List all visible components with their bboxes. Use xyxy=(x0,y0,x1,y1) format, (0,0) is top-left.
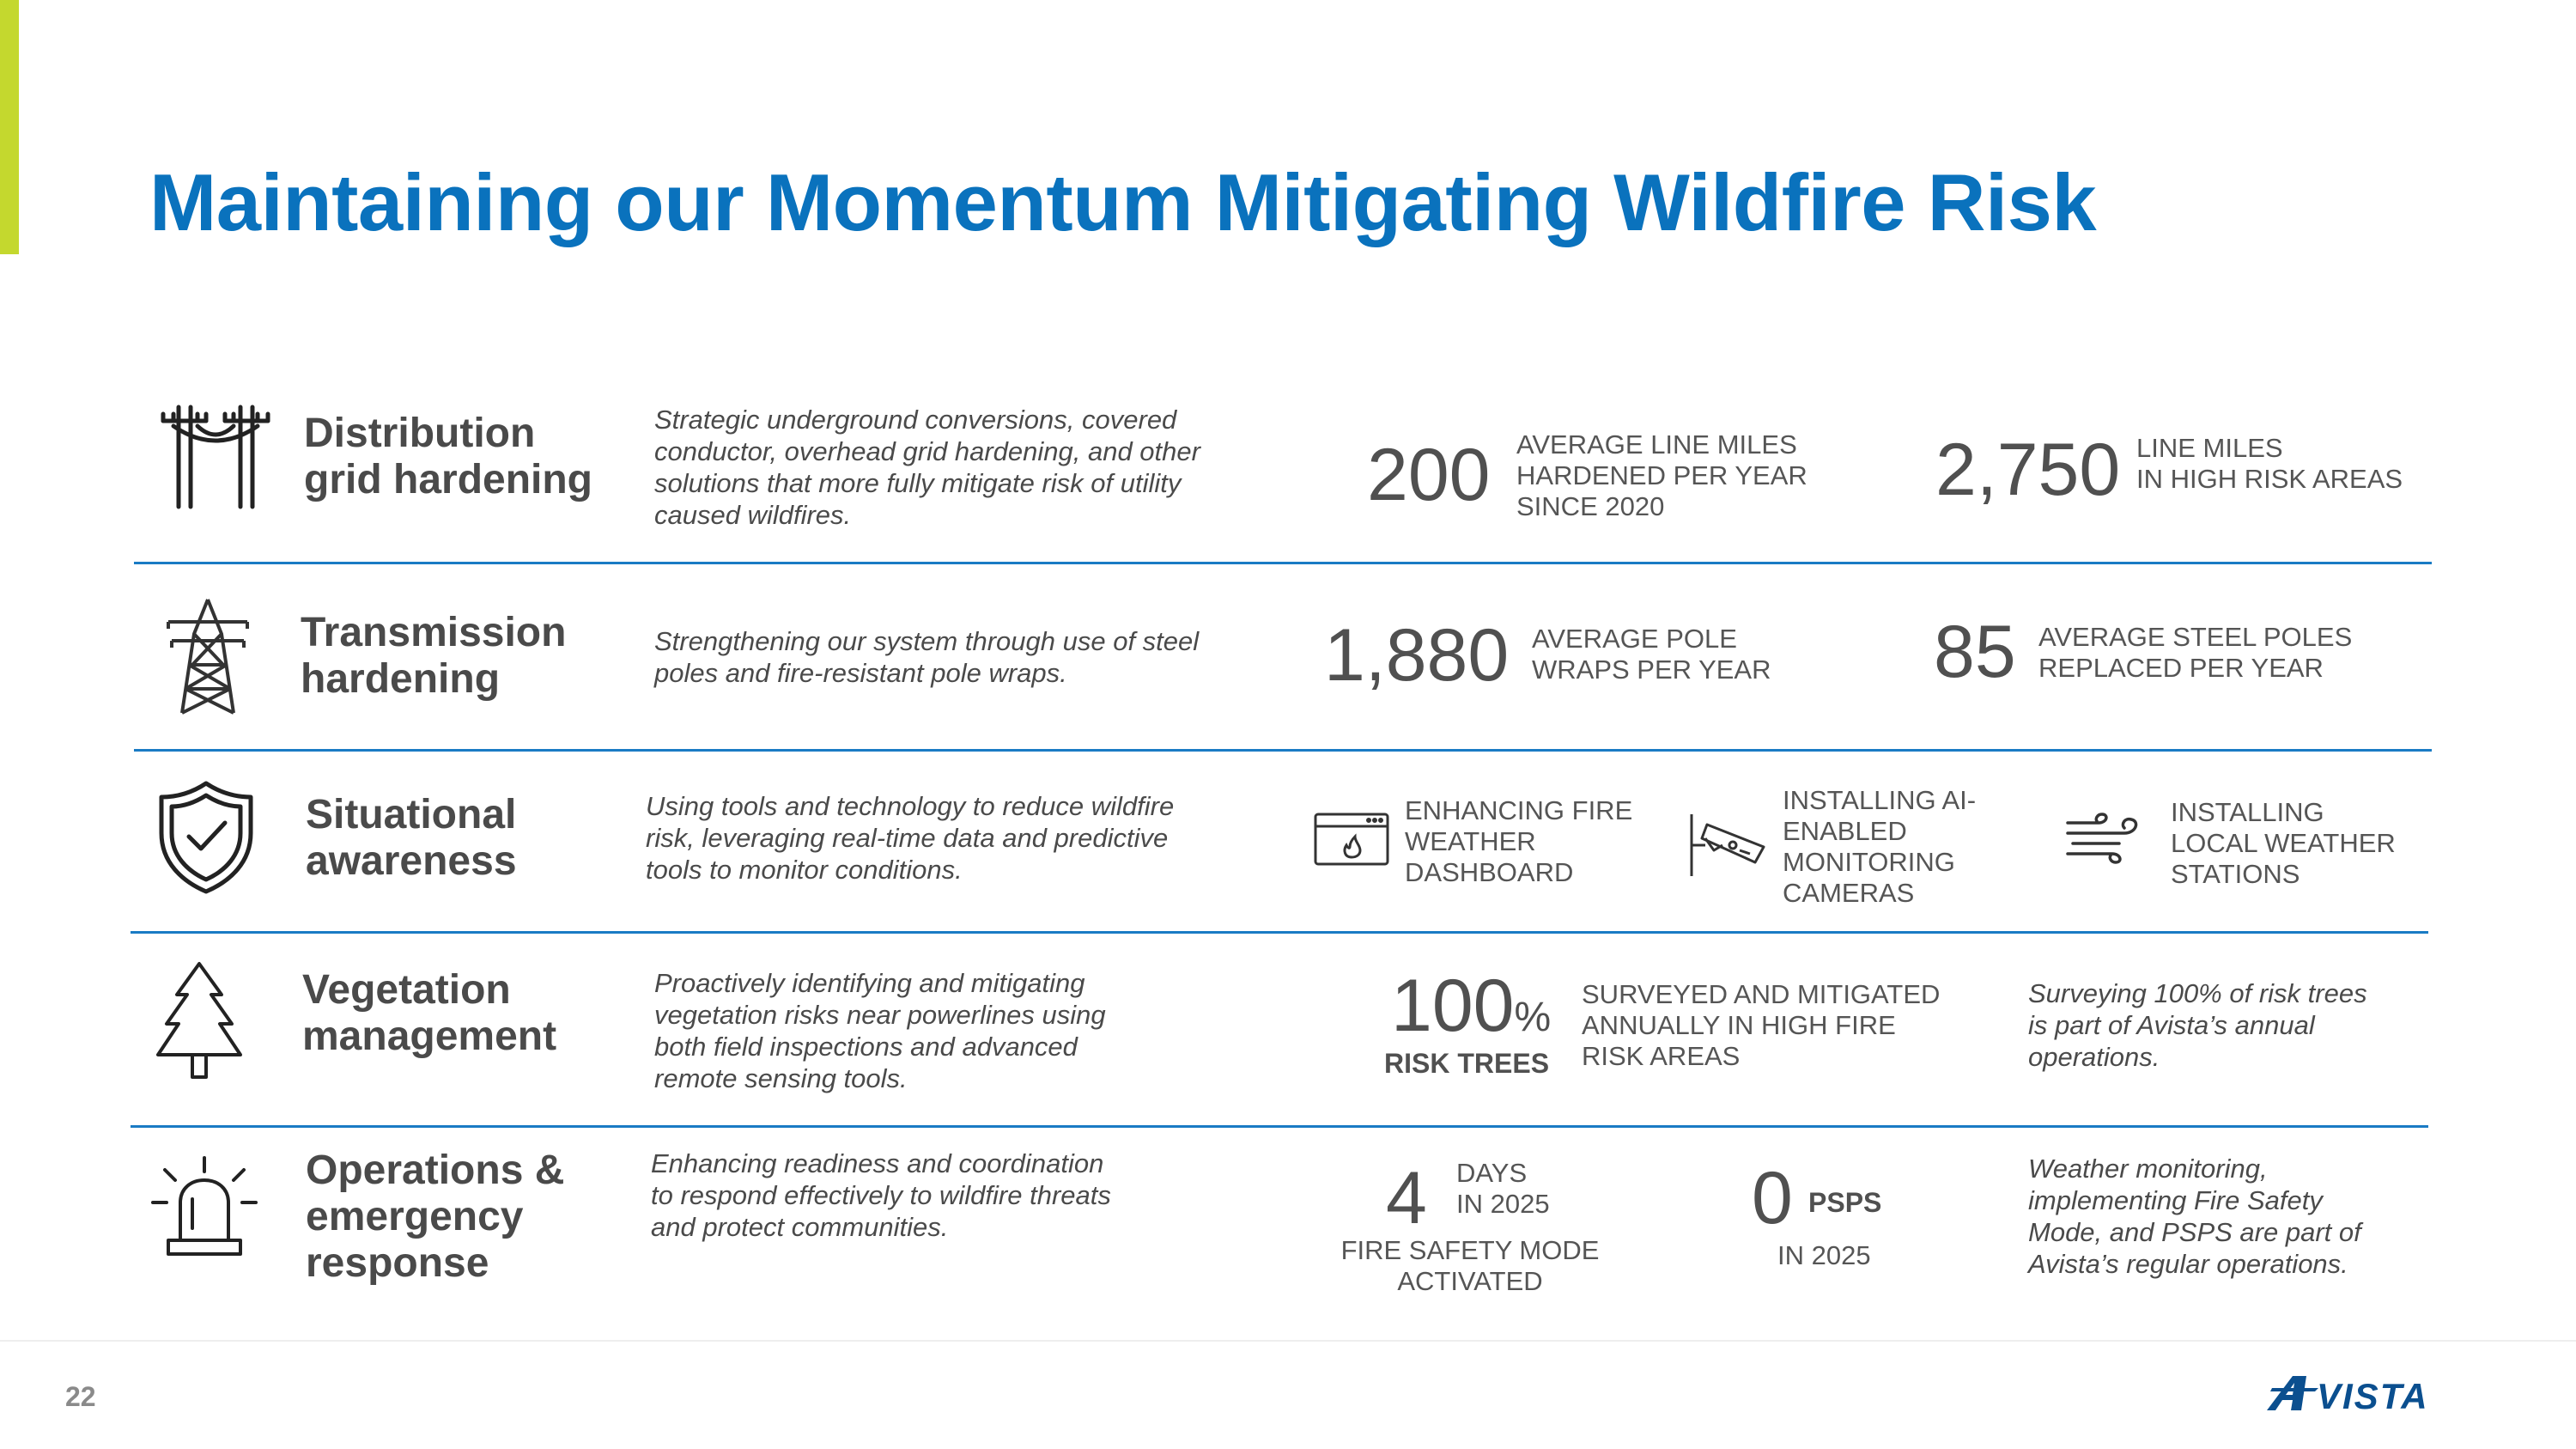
description-line: solutions that more fully mitigate risk of utility xyxy=(654,468,1182,498)
category-line: Distribution xyxy=(304,411,536,456)
security-camera-icon xyxy=(1688,813,1767,878)
description-vegetation xyxy=(654,967,1106,1094)
feature-label xyxy=(1783,785,1976,909)
stat-value: 1,880 xyxy=(1324,614,1510,697)
utility-pole-icon xyxy=(160,395,271,510)
description-operations xyxy=(651,1148,1111,1243)
row-separator xyxy=(134,749,2432,752)
category-line: hardening xyxy=(301,656,501,702)
transmission-tower-icon xyxy=(163,596,252,716)
note-operations xyxy=(2028,1153,2361,1280)
feature-label-line: ENHANCING FIRE xyxy=(1405,795,1633,825)
description-line: Strategic underground conversions, covered xyxy=(654,405,1177,435)
stat-value: 85 xyxy=(1934,611,2016,693)
note-line: operations. xyxy=(2028,1042,2160,1072)
category-line: response xyxy=(306,1240,489,1286)
note-line: is part of Avista’s annual xyxy=(2028,1010,2315,1040)
stat-label xyxy=(1532,624,1771,685)
svg-text:VISTA: VISTA xyxy=(2317,1376,2429,1412)
category-line: Situational xyxy=(306,792,517,837)
category-situational xyxy=(306,792,517,885)
stat-label: PSPS xyxy=(1808,1187,1882,1218)
category-line: emergency xyxy=(306,1194,524,1239)
stat-label-line: SINCE 2020 xyxy=(1516,491,1665,521)
stat-label-line: AVERAGE POLE xyxy=(1532,624,1737,654)
stat-label-line: LINE MILES xyxy=(2136,433,2283,463)
note-line: Weather monitoring, xyxy=(2028,1154,2268,1184)
wind-icon xyxy=(2064,813,2143,864)
stat-label-line: AVERAGE STEEL POLES xyxy=(2038,622,2353,652)
stat-label xyxy=(2136,433,2403,495)
feature-label xyxy=(1405,795,1632,888)
feature-label-line: LOCAL WEATHER xyxy=(2171,828,2396,858)
stat-label-line: WRAPS PER YEAR xyxy=(1532,654,1771,685)
avista-logo xyxy=(2267,1374,2473,1422)
stat-sublabel xyxy=(1324,1235,1616,1297)
row-separator xyxy=(131,931,2428,934)
category-line: Vegetation xyxy=(302,967,511,1013)
stat-sublabel-line: FIRE SAFETY MODE xyxy=(1340,1235,1600,1265)
row-separator xyxy=(134,562,2432,564)
description-transmission xyxy=(654,625,1199,689)
category-vegetation xyxy=(302,967,556,1060)
stat-label xyxy=(1456,1158,1550,1220)
description-situational xyxy=(646,790,1174,886)
note-line: Mode, and PSPS are part of xyxy=(2028,1217,2361,1247)
note-vegetation xyxy=(2028,977,2367,1073)
description-line: poles and fire-resistant pole wraps. xyxy=(654,658,1067,688)
description-line: Proactively identifying and mitigating xyxy=(654,968,1085,998)
shield-check-icon xyxy=(156,780,256,895)
stat-value: 200 xyxy=(1367,434,1491,516)
stat-value xyxy=(1391,965,1552,1047)
feature-label-line: WEATHER xyxy=(1405,826,1536,856)
avista-logo-mark xyxy=(2267,1374,2473,1412)
category-line: management xyxy=(302,1014,557,1059)
page-title: Maintaining our Momentum Mitigating Wildfire Risk xyxy=(149,157,2097,247)
feature-label xyxy=(2171,797,2396,890)
feature-label-line: ENABLED xyxy=(1783,816,1907,846)
feature-label-line: STATIONS xyxy=(2171,859,2300,889)
description-line: Enhancing readiness and coordination xyxy=(651,1148,1104,1178)
stat-sublabel: RISK TREES xyxy=(1384,1048,1550,1079)
note-line: Surveying 100% of risk trees xyxy=(2028,978,2367,1008)
stat-label-line: SURVEYED AND MITIGATED xyxy=(1582,979,1941,1009)
accent-bar xyxy=(0,0,19,254)
category-line: awareness xyxy=(306,838,517,884)
category-line: grid hardening xyxy=(304,457,592,502)
feature-label-line: INSTALLING xyxy=(2171,797,2324,827)
category-operations xyxy=(306,1148,564,1287)
description-distribution xyxy=(654,404,1200,531)
category-line: Transmission xyxy=(301,610,567,655)
description-line: Strengthening our system through use of steel xyxy=(654,626,1200,656)
stat-label xyxy=(1582,979,1940,1072)
feature-label-line: MONITORING xyxy=(1783,847,1955,877)
stat-sublabel-line: ACTIVATED xyxy=(1397,1266,1543,1296)
description-line: risk, leveraging real-time data and predictive xyxy=(646,823,1169,853)
row-separator xyxy=(131,1125,2428,1128)
description-line: tools to monitor conditions. xyxy=(646,855,963,885)
footer-divider xyxy=(0,1340,2576,1342)
fire-dashboard-icon xyxy=(1314,813,1389,866)
feature-label-line: CAMERAS xyxy=(1783,878,1915,908)
description-line: remote sensing tools. xyxy=(654,1063,908,1093)
feature-label-line: DASHBOARD xyxy=(1405,857,1574,887)
category-distribution xyxy=(304,411,592,503)
category-line: Operations & xyxy=(306,1148,565,1193)
stat-label-line: HARDENED PER YEAR xyxy=(1516,460,1807,490)
stat-label xyxy=(1516,429,1807,522)
stat-label-line: IN HIGH RISK AREAS xyxy=(2136,464,2403,494)
stat-label-line: ANNUALLY IN HIGH FIRE xyxy=(1582,1010,1896,1040)
stat-label-line: REPLACED PER YEAR xyxy=(2038,653,2324,683)
description-line: Using tools and technology to reduce wildfire xyxy=(646,791,1175,821)
stat-label-line: AVERAGE LINE MILES xyxy=(1516,429,1797,460)
stat-value: 0 xyxy=(1752,1157,1793,1239)
description-line: conductor, overhead grid hardening, and other xyxy=(654,436,1200,466)
pine-tree-icon xyxy=(155,960,244,1081)
description-line: to respond effectively to wildfire threats xyxy=(651,1180,1111,1210)
emergency-siren-icon xyxy=(151,1154,258,1261)
note-line: Avista’s regular operations. xyxy=(2028,1249,2348,1279)
description-line: caused wildfires. xyxy=(654,500,852,530)
stat-number: 100 xyxy=(1391,965,1515,1047)
description-line: and protect communities. xyxy=(651,1212,949,1242)
stat-sublabel: IN 2025 xyxy=(1777,1240,1871,1270)
category-transmission xyxy=(301,610,566,703)
stat-label xyxy=(2038,622,2352,684)
page-number: 22 xyxy=(65,1381,96,1412)
stat-label-line: IN 2025 xyxy=(1456,1189,1550,1219)
stat-label-line: DAYS xyxy=(1456,1158,1528,1188)
stat-value: 4 xyxy=(1386,1157,1427,1239)
description-line: vegetation risks near powerlines using xyxy=(654,1000,1106,1030)
stat-suffix: % xyxy=(1514,995,1552,1040)
feature-label-line: INSTALLING AI- xyxy=(1783,785,1977,815)
stat-value: 2,750 xyxy=(1935,429,2121,511)
stat-label-line: RISK AREAS xyxy=(1582,1041,1741,1071)
description-line: both field inspections and advanced xyxy=(654,1032,1078,1062)
note-line: implementing Fire Safety xyxy=(2028,1185,2323,1215)
